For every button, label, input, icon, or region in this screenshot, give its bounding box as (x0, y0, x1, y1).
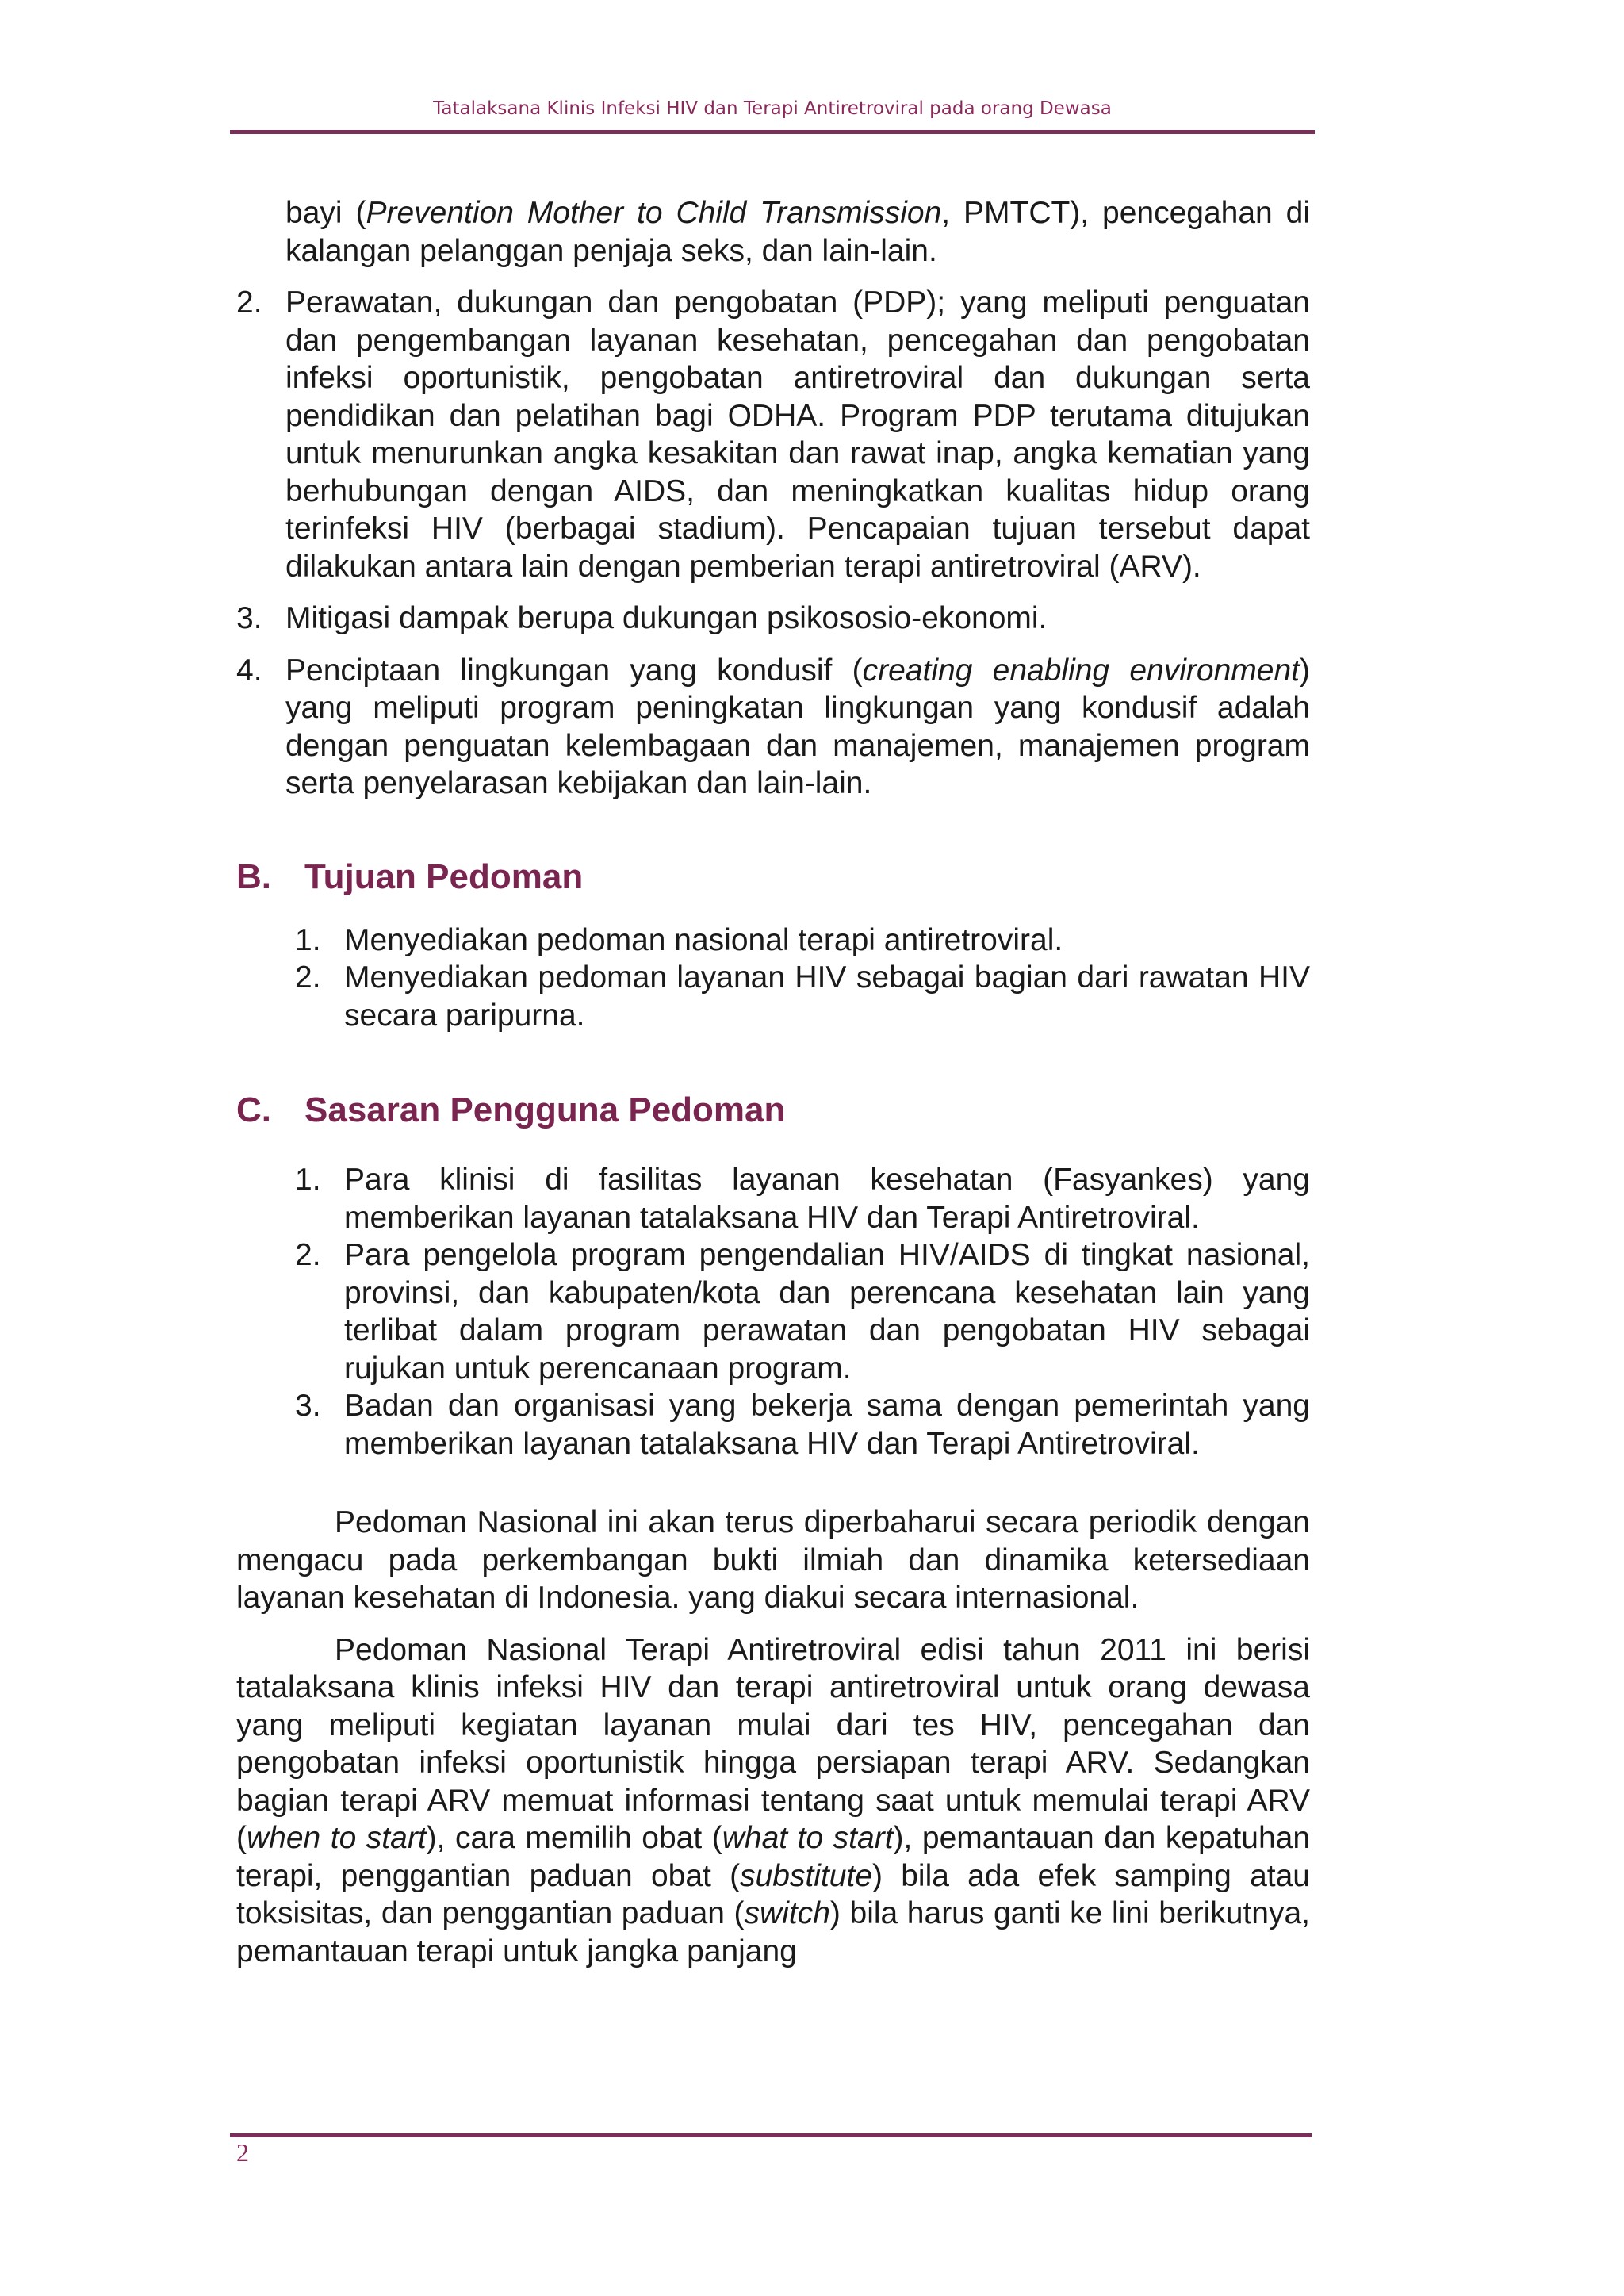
list-number: 4. (236, 653, 262, 688)
para-text: ) bila harus ganti ke lini berikutnya, pemantauan terapi untuk jangka panjang (236, 1896, 1311, 1968)
section-title: Tujuan Pedoman (304, 857, 584, 896)
list-item (295, 1387, 1310, 1462)
para-text: ), cara memilih obat ( (426, 1821, 722, 1855)
para-italic: what to start (722, 1821, 894, 1855)
section-heading-b (236, 855, 1310, 899)
list-item (295, 959, 1310, 1034)
list-number: 3. (295, 1389, 321, 1423)
list-number: 1. (295, 922, 321, 957)
list-text: Menyediakan pedoman nasional terapi antiretroviral. (344, 922, 1063, 957)
section-letter: C. (236, 1091, 271, 1129)
list-text-pre: Penciptaan lingkungan yang kondusif ( (285, 653, 863, 688)
list-number: 2. (236, 286, 262, 320)
list-item (236, 284, 1310, 585)
list-item (236, 652, 1310, 803)
list-number: 2. (295, 1238, 321, 1272)
list-item (295, 1236, 1310, 1387)
cont-text-pre: bayi ( (285, 196, 366, 230)
para-text: Pedoman Nasional Terapi Antiretroviral edisi tahun 2011 ini berisi tatalaksana klinis infeksi HIV dan terapi antiretroviral untuk orang dewasa yang meliputi kegiatan layanan mulai dari tes HIV, pencegahan dan pengobatan infeksi oportunistik hingga persiapan terapi ARV. Sedangkan bagian terapi ARV memuat informasi tentang saat untuk memulai terapi ARV ( (236, 1632, 1310, 1855)
list-number: 2. (295, 960, 321, 995)
footer-divider (230, 2133, 1312, 2137)
body-paragraph (236, 1631, 1310, 1971)
list-text-italic: creating enabling environment (862, 653, 1300, 688)
para-italic: switch (744, 1896, 830, 1930)
list-text: Perawatan, dukungan dan pengobatan (PDP); yang meliputi penguatan dan pengembangan layanan kesehatan, pencegahan dan pengobatan infeksi oportunistik, pengobatan antiretroviral dan dukungan serta pendidikan dan pelatihan bagi ODHA. Program PDP terutama ditujukan untuk menurunkan angka kesakitan dan rawat inap, angka kematian yang berhubungan dengan AIDS, dan meningkatkan kualitas hidup orang terinfeksi HIV (berbagai stadium). Pencapaian tujuan tersebut dapat dilakukan antara lain dengan pemberian terapi antiretroviral (ARV). (285, 286, 1310, 584)
section-title: Sasaran Pengguna Pedoman (304, 1091, 786, 1129)
para-text: ) bila ada efek samping atau toksisitas, dan penggantian paduan ( (236, 1858, 1310, 1930)
list-text (285, 652, 1310, 803)
list-item (295, 1161, 1310, 1236)
page-number: 2 (236, 2138, 249, 2167)
section-b-list (236, 922, 1310, 1035)
header-divider (230, 130, 1315, 134)
list-text: Mitigasi dampak berupa dukungan psikososio-ekonomi. (285, 601, 1048, 635)
list-number: 3. (236, 601, 262, 635)
para-italic: substitute (740, 1858, 873, 1893)
list-item (236, 600, 1310, 638)
para-text: ), pemantauan dan kepatuhan terapi, penggantian paduan obat ( (236, 1821, 1311, 1893)
list-text: Para pengelola program pengendalian HIV/AIDS di tingkat nasional, provinsi, dan kabupaten/kota dan perencana kesehatan lain yang terlibat dalam program perawatan dan pengobatan HIV sebagai rujukan untuk perencanaan program. (344, 1238, 1310, 1386)
list-text: Badan dan organisasi yang bekerja sama dengan pemerintah yang memberikan layanan tatalaksana HIV dan Terapi Antiretroviral. (344, 1389, 1310, 1461)
list-item (295, 922, 1310, 960)
page-content (236, 194, 1310, 1970)
cont-text-italic: Prevention Mother to Child Transmission (366, 196, 942, 230)
list-continuation (236, 194, 1310, 270)
cont-text-post: , PMTCT), pencegahan di kalangan pelanggan penjaja seks, dan lain-lain. (285, 196, 1310, 268)
list-text: Menyediakan pedoman layanan HIV sebagai bagian dari rawatan HIV secara paripurna. (344, 960, 1310, 1033)
list-text: Para klinisi di fasilitas layanan kesehatan (Fasyankes) yang memberikan layanan tatalaksana HIV dan Terapi Antiretroviral. (344, 1163, 1310, 1235)
body-paragraph: Pedoman Nasional ini akan terus diperbaharui secara periodik dengan mengacu pada perkembangan bukti ilmiah dan dinamika ketersediaan layanan kesehatan di Indonesia. yang diakui secara internasional. (236, 1505, 1310, 1615)
running-header: Tatalaksana Klinis Infeksi HIV dan Terapi Antiretroviral pada orang Dewasa (433, 98, 1112, 119)
list-number: 1. (295, 1163, 321, 1197)
section-letter: B. (236, 857, 271, 896)
para-italic: when to start (247, 1821, 427, 1855)
list-text-post: ) yang meliputi program peningkatan lingkungan yang kondusif adalah dengan penguatan kelembagaan dan manajemen, manajemen program serta penyelarasan kebijakan dan lain-lain. (285, 653, 1310, 800)
section-heading-c (236, 1088, 1310, 1133)
section-c-list (236, 1161, 1310, 1462)
